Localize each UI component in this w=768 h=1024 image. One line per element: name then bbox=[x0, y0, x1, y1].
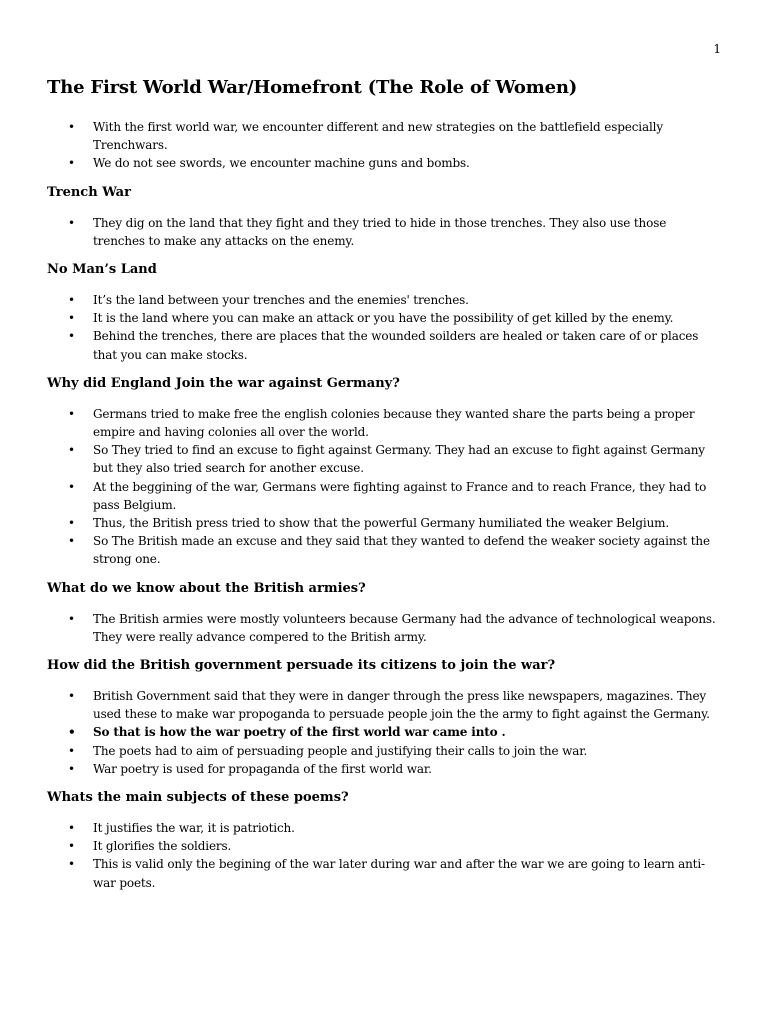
section-heading-why-england: Why did England Join the war against Germany? bbox=[47, 375, 400, 391]
document-body bbox=[47, 74, 719, 903]
list-item: • It is the land where you can make an attack or you have the possibility of get killed by the enemy. bbox=[47, 309, 719, 327]
trench-war-list bbox=[47, 214, 719, 250]
list-item: • Behind the trenches, there are places that the wounded soilders are healed or taken care of or places that you can make stocks. bbox=[47, 327, 719, 363]
list-item: • It glorifies the soldiers. bbox=[47, 837, 719, 855]
list-item: • The poets had to aim of persuading people and justifying their calls to join the war. bbox=[47, 742, 719, 760]
list-item: • The British armies were mostly volunteers because Germany had the advance of technological weapons. They were really advance compered to the British army. bbox=[47, 610, 719, 646]
list-item: • It justifies the war, it is patriotich. bbox=[47, 819, 719, 837]
list-item: • This is valid only the begining of the war later during war and after the war we are going to learn anti-war poets. bbox=[47, 855, 719, 891]
section-heading-no-mans-land: No Man’s Land bbox=[47, 262, 157, 278]
british-armies-list bbox=[47, 610, 719, 646]
list-item: • They dig on the land that they fight and they tried to hide in those trenches. They also use those trenches to make any attacks on the enemy. bbox=[47, 214, 719, 250]
list-item-bold: • So that is how the war poetry of the first world war came into . bbox=[47, 723, 719, 741]
list-item: • Germans tried to make free the english colonies because they wanted share the parts being a proper empire and having colonies all over the world. bbox=[47, 405, 719, 441]
section-heading-poem-subjects: Whats the main subjects of these poems? bbox=[47, 790, 349, 806]
list-item: • British Government said that they were in danger through the press like newspapers, magazines. They used these to make war propoganda to persuade people join the the army to fight against the Germany. bbox=[47, 687, 719, 723]
no-mans-land-list bbox=[47, 291, 719, 364]
document-title: The First World War/Homefront (The Role of Women) bbox=[47, 77, 578, 98]
list-item: • So The British made an excuse and they said that they wanted to defend the weaker society against the strong one. bbox=[47, 532, 719, 568]
section-heading-persuade-citizens: How did the British government persuade its citizens to join the war? bbox=[47, 658, 556, 674]
page-number: 1 bbox=[713, 42, 721, 56]
list-item: • So They tried to find an excuse to fight against Germany. They had an excuse to fight against Germany but they also tried search for another excuse. bbox=[47, 441, 719, 477]
list-item: • War poetry is used for propaganda of the first world war. bbox=[47, 760, 719, 778]
section-heading-british-armies: What do we know about the British armies? bbox=[47, 580, 366, 596]
poem-subjects-list bbox=[47, 819, 719, 892]
why-england-list bbox=[47, 405, 719, 569]
list-item: • It’s the land between your trenches and the enemies' trenches. bbox=[47, 291, 719, 309]
section-heading-trench-war: Trench War bbox=[47, 184, 131, 200]
list-item: • With the first world war, we encounter different and new strategies on the battlefield especially Trenchwars. bbox=[47, 118, 719, 154]
list-item: • At the beggining of the war, Germans were fighting against to France and to reach France, they had to pass Belgium. bbox=[47, 478, 719, 514]
list-item: • Thus, the British press tried to show that the powerful Germany humiliated the weaker Belgium. bbox=[47, 514, 719, 532]
intro-list bbox=[47, 118, 719, 173]
list-item: • We do not see swords, we encounter machine guns and bombs. bbox=[47, 154, 719, 172]
persuade-citizens-list bbox=[47, 687, 719, 778]
